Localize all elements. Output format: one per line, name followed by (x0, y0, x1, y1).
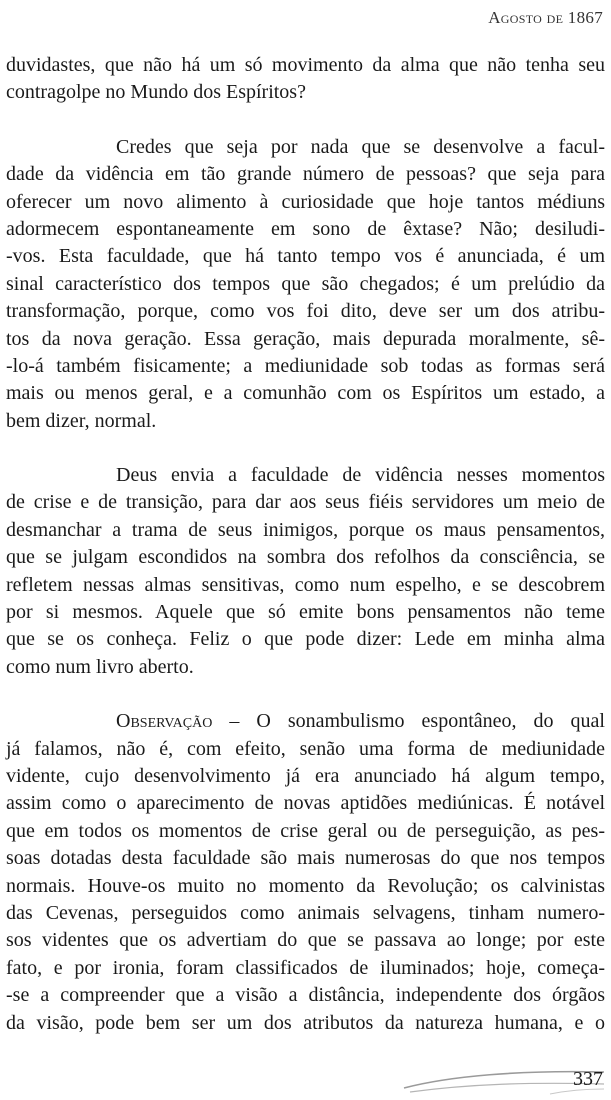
text-line: desmanchar a trama de seus inimigos, porque os maus pensamentos, (6, 518, 605, 541)
text-line: contragolpe no Mundo dos Espíritos? (6, 81, 306, 104)
text-line: que se os conheça. Feliz o que pode dizer: Lede em minha alma (6, 628, 605, 651)
text-line: como num livro aberto. (6, 655, 194, 678)
paragraph-2 (6, 134, 605, 435)
body-text (6, 52, 605, 1037)
text-line: -vos. Esta faculdade, que há tanto tempo vos é anunciada, é um (6, 245, 605, 268)
paragraph-4-observation (6, 708, 605, 1037)
text-line: mais ou menos geral, e a comunhão com os Espíritos um estado, a (6, 382, 605, 405)
running-header: Agosto de 1867 (488, 8, 603, 27)
text-line: vidente, cujo desenvolvimento já era anunciado há algum tempo, (6, 764, 605, 787)
text-line: transformação, porque, como vos foi dito, deve ser um dos atribu- (6, 300, 605, 323)
text-line: das Cevenas, perseguidos como animais selvagens, tinham numero- (6, 901, 605, 924)
text-line: oferecer um novo alimento à curiosidade que hoje tantos médiuns (6, 190, 605, 213)
text-line: refletem nessas almas sensitivas, como num espelho, e se descobrem (6, 573, 605, 596)
text-line: por si mesmos. Aquele que só emite bons pensamentos não teme (6, 601, 605, 624)
text-line: que se julgam escondidos na sombra dos refolhos da consciência, se (6, 546, 605, 569)
text-line: bem dizer, normal. (6, 409, 157, 432)
text-line: fato, e por ironia, foram classificados de iluminados; hoje, começa- (6, 956, 605, 979)
text-line: duvidastes, que não há um só movimento da alma que não tenha seu (6, 54, 605, 76)
paragraph-1 (6, 52, 605, 107)
text-line: Deus envia a faculdade de vidência nesses momentos (116, 464, 605, 487)
text-line: sinal característico dos tempos que são chegados; é um prelúdio da (6, 272, 605, 295)
text-line: tos da nova geração. Essa geração, mais depurada moralmente, sê- (6, 327, 605, 350)
paragraph-3 (6, 462, 605, 681)
text-line: adormecem espontaneamente em sono de êxtase? Não; desiludi- (6, 217, 605, 240)
text-line: assim como o aparecimento de novas aptidões mediúnicas. É notável (6, 792, 605, 815)
text-line: da visão, pode bem ser um dos atributos da natureza humana, e o (6, 1011, 605, 1034)
text-line: -se a compreender que a visão a distância, independente dos órgãos (6, 984, 605, 1007)
text-line: soas dotadas desta faculdade são mais numerosas do que nos tempos (6, 847, 605, 870)
observation-label: Observação (116, 710, 213, 733)
text-line: -lo-á também fisicamente; a mediunidade sob todas as formas será (6, 354, 605, 377)
text-line: já falamos, não é, com efeito, senão uma forma de mediunidade (6, 737, 605, 760)
text-line: Credes que seja por nada que se desenvolve a facul- (116, 135, 605, 158)
text-line: dade da vidência em tão grande número de pessoas? que seja para (6, 163, 605, 186)
page-number: 337 (573, 1068, 603, 1090)
text-line (6, 708, 605, 735)
observation-text: – O sonambulismo espontâneo, do qual (212, 710, 605, 733)
text-line: de crise e de transição, para dar aos seus fiéis servidores um meio de (6, 491, 605, 514)
text-line: normais. Houve-os muito no momento da Revolução; os calvinistas (6, 874, 605, 897)
text-line: sos videntes que os advertiam do que se passava ao longe; por este (6, 929, 605, 952)
text-line: que em todos os momentos de crise geral ou de perseguição, as pes- (6, 819, 605, 842)
